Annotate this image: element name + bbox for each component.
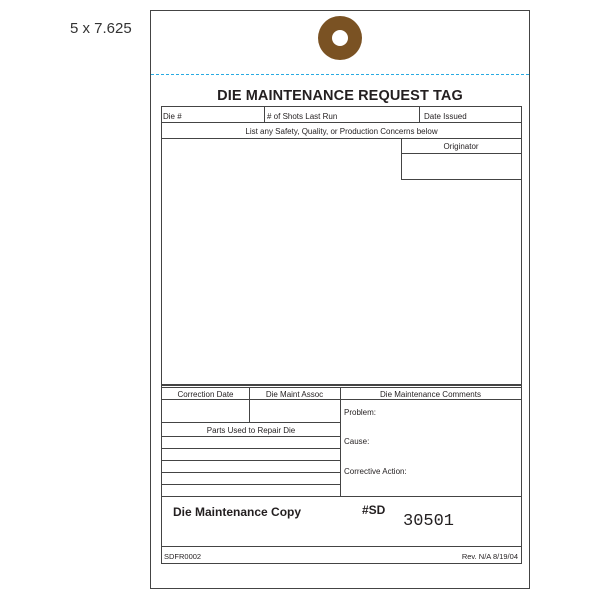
correction-date-label: Correction Date (177, 390, 234, 399)
perforation-line (151, 74, 529, 75)
divider (264, 107, 265, 122)
divider (162, 472, 340, 473)
divider (162, 496, 521, 497)
parts-used-label: Parts Used to Repair Die (206, 426, 296, 435)
form-grid (161, 106, 522, 564)
copy-label: Die Maintenance Copy (173, 505, 302, 519)
divider (162, 484, 340, 485)
die-maint-assoc-field[interactable] (251, 401, 339, 421)
originator-label: Originator (443, 142, 479, 151)
die-maint-assoc-label: Die Maint Assoc (265, 390, 324, 399)
divider (162, 384, 521, 386)
divider (162, 546, 521, 547)
shots-last-run-field[interactable]: # of Shots Last Run (267, 112, 338, 121)
divider (162, 448, 340, 449)
size-label: 5 x 7.625 (70, 20, 132, 37)
correction-date-field[interactable] (164, 401, 248, 421)
comments-label: Die Maintenance Comments (380, 390, 481, 399)
die-number-field[interactable]: Die # (163, 112, 182, 121)
revision-label: Rev. N/A 8/19/04 (461, 552, 518, 561)
divider (419, 107, 420, 122)
originator-field[interactable] (403, 155, 519, 178)
form-code: SDFR0002 (164, 552, 202, 561)
serial-prefix: #SD (362, 503, 386, 517)
date-issued-field[interactable]: Date Issued (424, 112, 467, 121)
divider (401, 179, 521, 180)
eyelet-hole (332, 30, 348, 46)
divider (162, 436, 340, 437)
eyelet-icon (318, 16, 362, 60)
problem-field[interactable]: Problem: (344, 408, 377, 417)
concerns-field[interactable] (164, 140, 399, 380)
serial-number: 30501 (403, 512, 455, 531)
form-title: DIE MAINTENANCE REQUEST TAG (217, 88, 463, 104)
divider (162, 399, 521, 400)
divider (162, 387, 521, 388)
divider (162, 460, 340, 461)
concerns-label: List any Safety, Quality, or Production Concerns below (245, 127, 438, 136)
divider (401, 153, 521, 154)
divider (340, 387, 341, 496)
divider (162, 422, 340, 423)
cause-field[interactable]: Cause: (344, 437, 370, 446)
corrective-action-field[interactable]: Corrective Action: (344, 467, 407, 476)
divider (162, 122, 521, 123)
divider (162, 138, 521, 139)
